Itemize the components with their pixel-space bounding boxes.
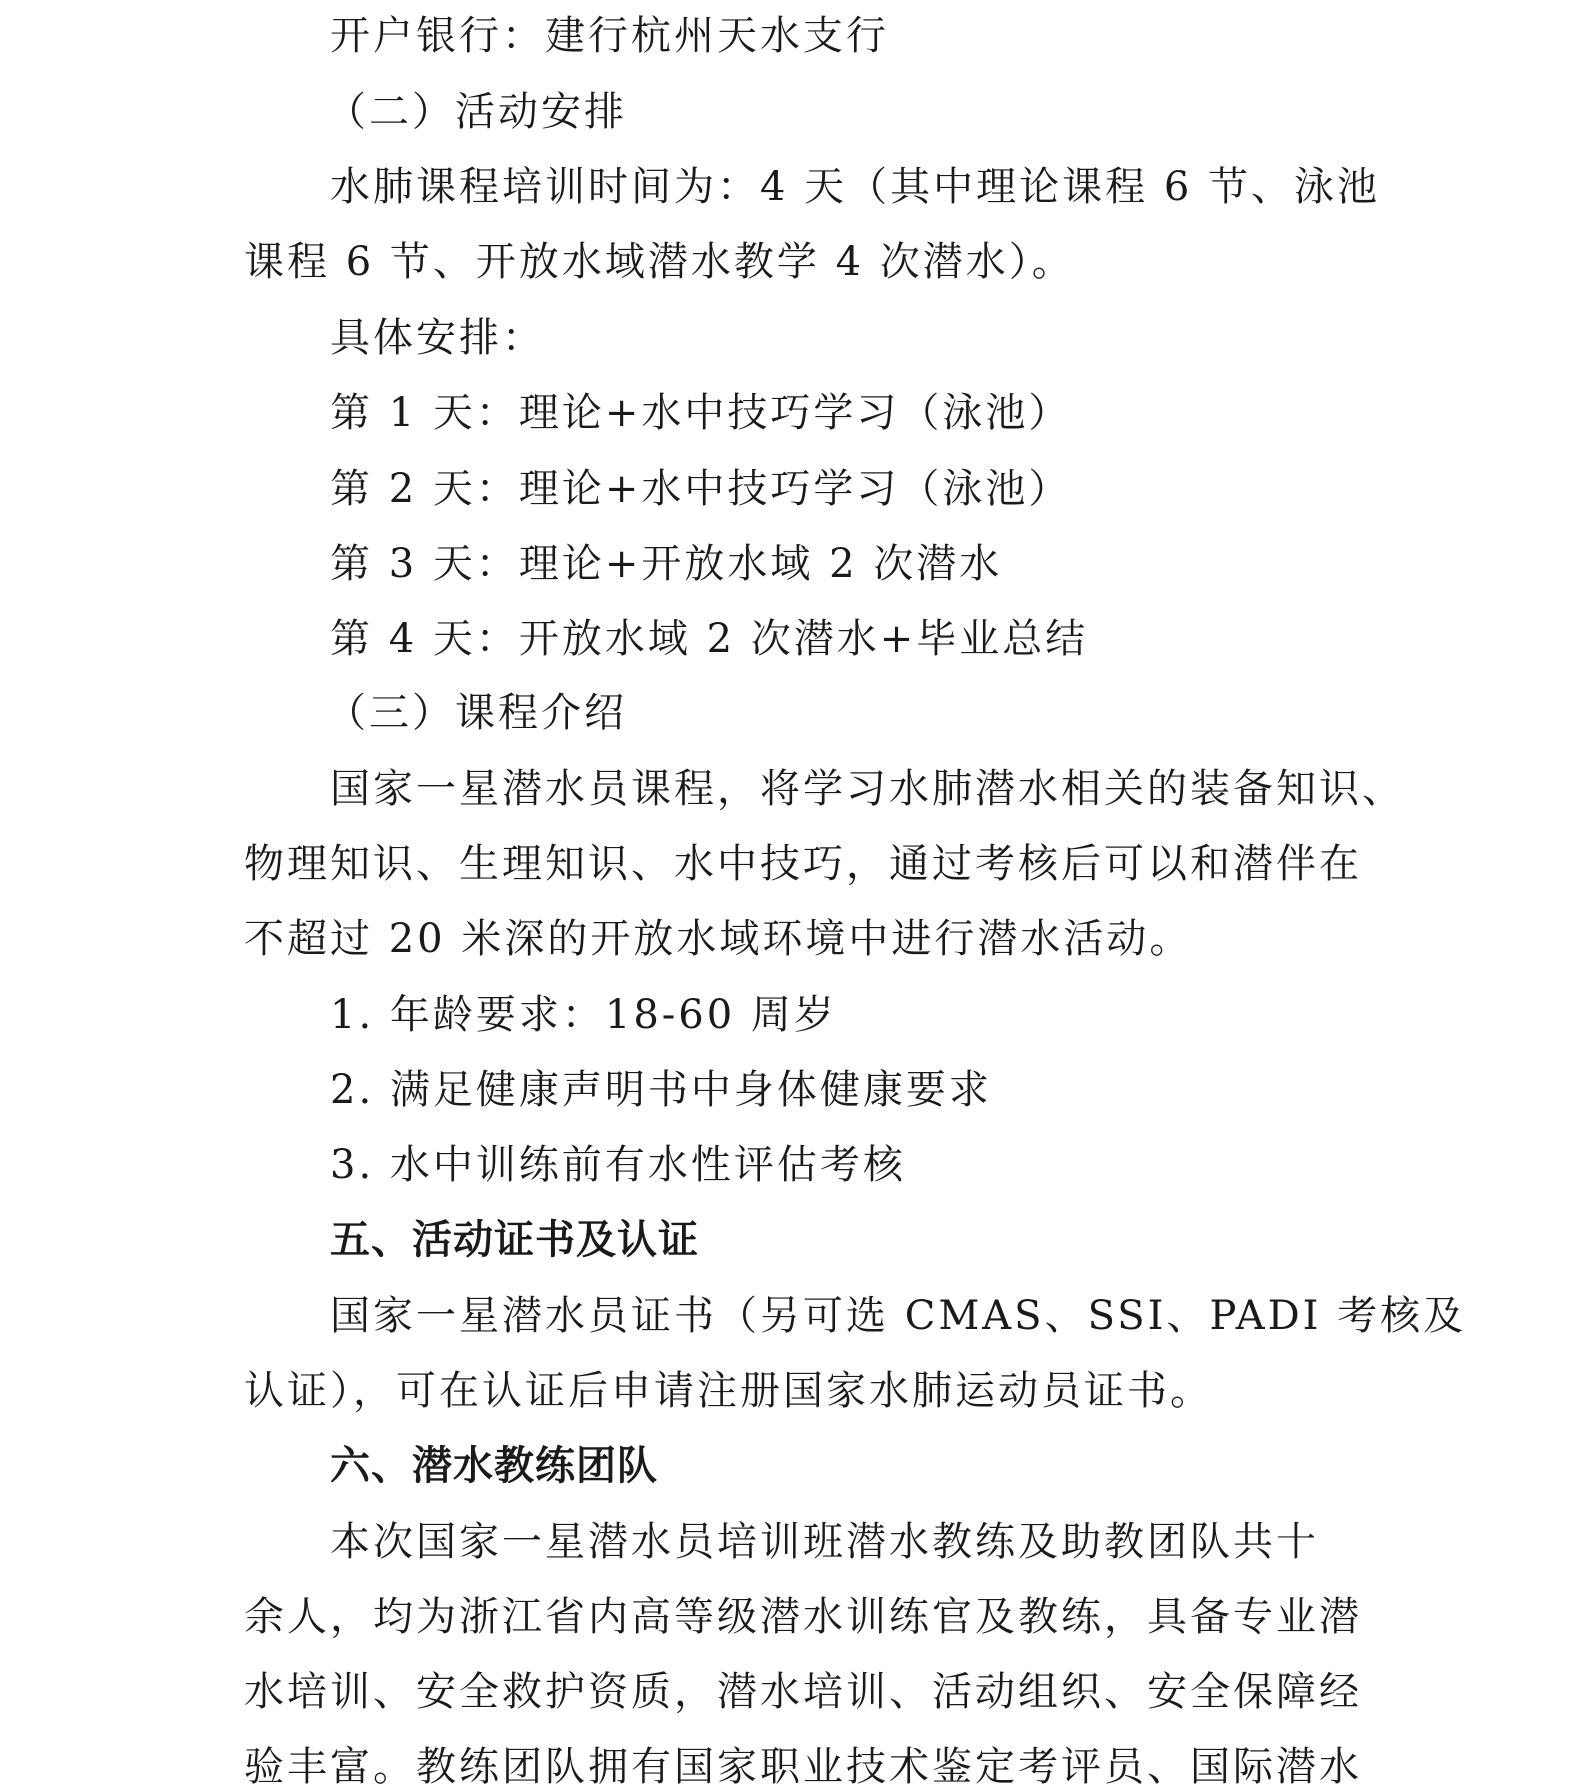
bank-line: 开户银行：建行杭州天水支行 — [330, 13, 889, 59]
schedule-item-day-2: 第 2 天：理论+水中技巧学习（泳池） — [330, 466, 1072, 512]
section-2-heading: （二）活动安排 — [326, 89, 627, 135]
heading-5: 五、活动证书及认证 — [330, 1217, 699, 1263]
team-line-3: 水培训、安全救护资质，潜水培训、活动组织、安全保障经 — [244, 1669, 1362, 1715]
requirement-item-1: 1. 年龄要求：18-60 周岁 — [330, 992, 837, 1038]
training-time-line-2: 课程 6 节、开放水域潜水教学 4 次潜水）。 — [244, 239, 1075, 285]
schedule-item-day-4: 第 4 天：开放水域 2 次潜水+毕业总结 — [330, 616, 1089, 662]
team-line-2: 余人，均为浙江省内高等级潜水训练官及教练，具备专业潜 — [244, 1594, 1362, 1640]
team-line-1: 本次国家一星潜水员培训班潜水教练及助教团队共十 — [330, 1519, 1319, 1565]
training-time-line-1: 水肺课程培训时间为：4 天（其中理论课程 6 节、泳池 — [330, 164, 1381, 210]
cert-line-1: 国家一星潜水员证书（另可选 CMAS、SSI、PADI 考核及 — [330, 1293, 1467, 1339]
schedule-item-day-3: 第 3 天：理论+开放水域 2 次潜水 — [330, 541, 1003, 587]
heading-6: 六、潜水教练团队 — [330, 1443, 658, 1489]
cert-line-2: 认证），可在认证后申请注册国家水肺运动员证书。 — [244, 1368, 1213, 1414]
schedule-intro: 具体安排： — [330, 315, 545, 361]
requirement-item-3: 3. 水中训练前有水性评估考核 — [330, 1142, 906, 1188]
section-3-heading: （三）课程介绍 — [326, 690, 627, 736]
schedule-item-day-1: 第 1 天：理论+水中技巧学习（泳池） — [330, 390, 1072, 436]
course-intro-line-3: 不超过 20 米深的开放水域环境中进行潜水活动。 — [244, 916, 1193, 962]
course-intro-line-1: 国家一星潜水员课程，将学习水肺潜水相关的装备知识、 — [330, 766, 1405, 812]
team-line-4: 验丰富。教练团队拥有国家职业技术鉴定考评员、国际潜水 — [244, 1744, 1362, 1790]
course-intro-line-2: 物理知识、生理知识、水中技巧，通过考核后可以和潜伴在 — [244, 841, 1362, 887]
requirement-item-2: 2. 满足健康声明书中身体健康要求 — [330, 1067, 992, 1113]
